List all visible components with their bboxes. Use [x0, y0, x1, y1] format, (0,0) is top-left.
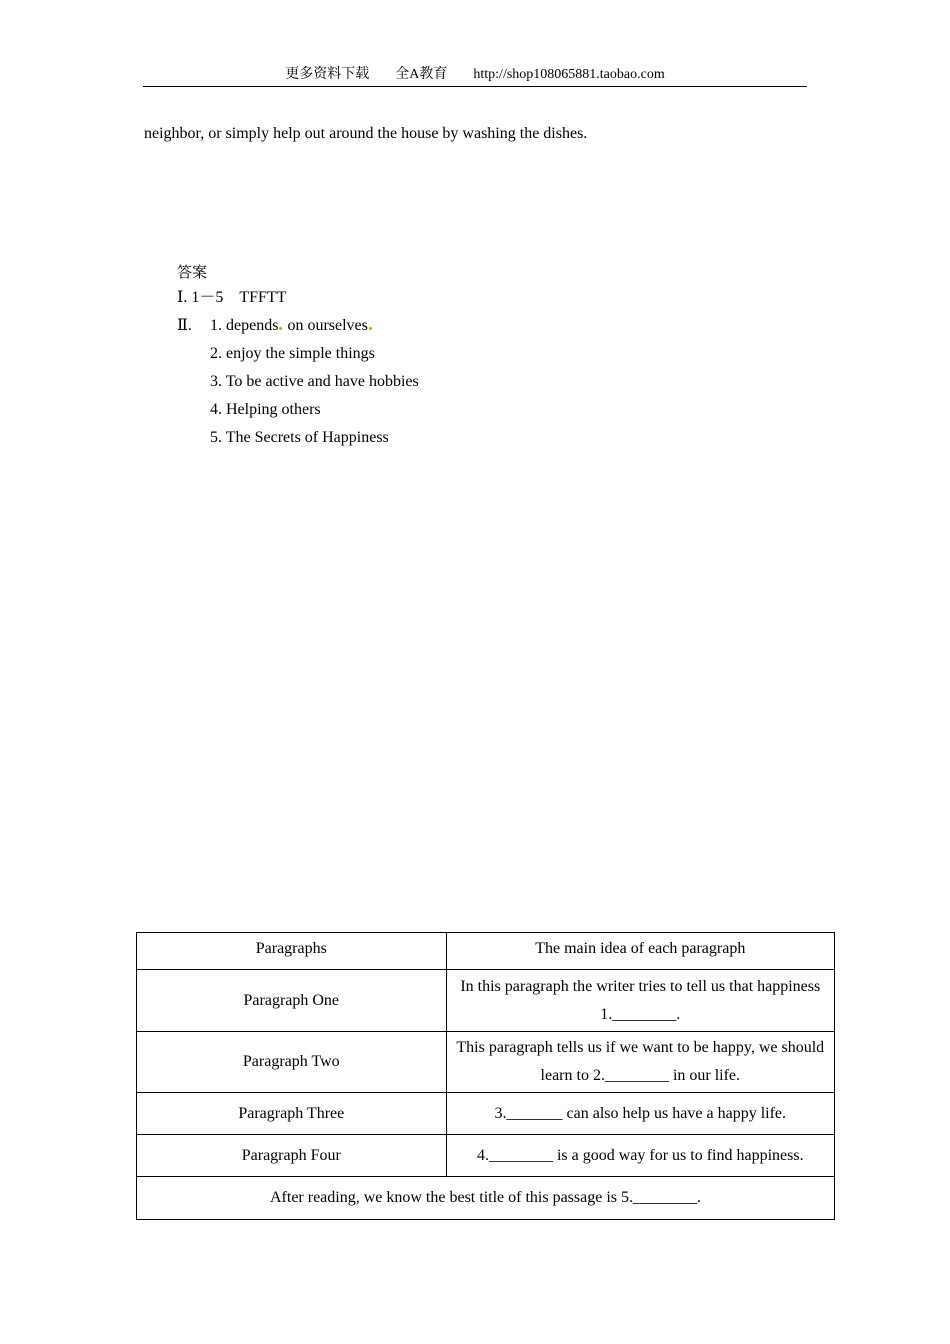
- answer-part2-label: Ⅱ.: [177, 317, 192, 334]
- answer-item-text: enjoy the simple things: [226, 345, 375, 362]
- answer-item-number: 5.: [210, 429, 222, 446]
- answer-item-text: on ourselves: [283, 317, 368, 334]
- table-footer-row: [137, 1177, 835, 1220]
- table-footer-cell: After reading, we know the best title of this passage is 5.________.: [137, 1177, 835, 1220]
- answer-title: 答案: [177, 263, 208, 281]
- answer-item-text: depends: [226, 317, 279, 334]
- answer-item-text: The Secrets of Happiness: [225, 429, 389, 446]
- table-cell-paragraph: Paragraph Three: [137, 1093, 447, 1135]
- paragraph-summary-table: [136, 932, 835, 1220]
- table-cell-idea: 3._______ can also help us have a happy life.: [446, 1093, 834, 1135]
- answer-item-4: [210, 399, 321, 421]
- answer-item-1: [210, 315, 373, 337]
- table-row: [137, 1093, 835, 1135]
- answer-part1-label: Ⅰ. 1－5: [177, 289, 224, 306]
- answer-item-text: Helping others: [226, 401, 321, 418]
- answer-item-number: 4.: [210, 401, 222, 418]
- passage-continuation: neighbor, or simply help out around the house by washing the dishes.: [144, 125, 588, 142]
- answer-part1-value: TFFTT: [239, 289, 287, 306]
- answer-item-3: [210, 371, 419, 393]
- page-header: [143, 64, 807, 87]
- table-row: [137, 1135, 835, 1177]
- table-row: [137, 1032, 835, 1093]
- answer-item-2: [210, 343, 375, 365]
- revision-mark-icon: [369, 327, 372, 330]
- header-url-link[interactable]: http://shop108065881.taobao.com: [473, 67, 665, 82]
- answer-item-number: 1.: [210, 317, 222, 334]
- header-download-text: 更多资料下载: [285, 67, 370, 82]
- header-brand-text: 全A教育: [395, 67, 448, 82]
- answer-item-number: 3.: [210, 373, 222, 390]
- table-cell-idea: 4.________ is a good way for us to find happiness.: [446, 1135, 834, 1177]
- table-header-cell: The main idea of each paragraph: [446, 933, 834, 970]
- answer-item-5: [210, 427, 389, 449]
- table-header-row: [137, 933, 835, 970]
- revision-mark-icon: [279, 327, 282, 330]
- table-cell-paragraph: Paragraph Two: [137, 1032, 447, 1093]
- table-header-cell: Paragraphs: [137, 933, 447, 970]
- answer-item-text: To be active and have hobbies: [225, 373, 419, 390]
- table-cell-idea: In this paragraph the writer tries to tell us that happiness 1.________.: [446, 970, 834, 1032]
- table-cell-paragraph: Paragraph One: [137, 970, 447, 1032]
- answer-item-number: 2.: [210, 345, 222, 362]
- answer-part1: [177, 287, 286, 309]
- table-cell-paragraph: Paragraph Four: [137, 1135, 447, 1177]
- table-cell-idea: This paragraph tells us if we want to be happy, we should learn to 2.________ in our life.: [446, 1032, 834, 1093]
- table-row: [137, 970, 835, 1032]
